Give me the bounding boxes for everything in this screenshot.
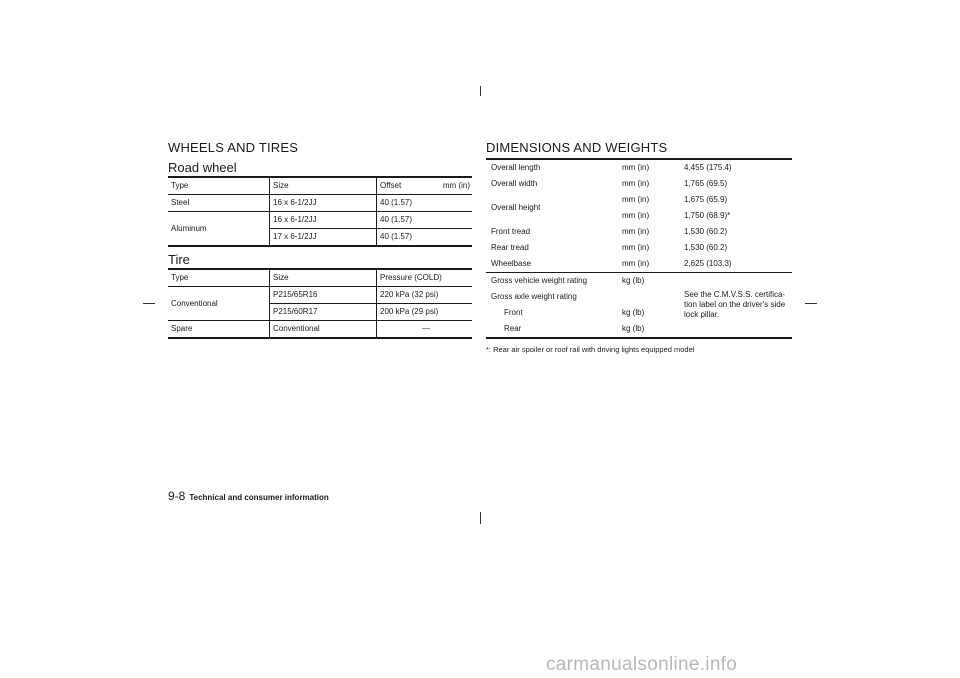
cell-size: Conventional bbox=[270, 321, 377, 338]
page-footer bbox=[168, 489, 329, 503]
dim-unit: mm (in) bbox=[622, 243, 650, 252]
header-offset-unit: mm (in) bbox=[442, 181, 470, 190]
cell-pressure: 200 kPa (29 psi) bbox=[377, 304, 473, 321]
road-wheel-bottom-rule bbox=[168, 245, 472, 247]
weight-label: Gross axle weight rating bbox=[491, 292, 577, 301]
weight-label: Front bbox=[504, 308, 523, 317]
weight-unit: kg (lb) bbox=[622, 324, 645, 333]
dim-unit: mm (in) bbox=[622, 259, 650, 268]
cell-offset: 40 (1.57) bbox=[377, 195, 473, 212]
cell-size: 17 x 6-1/2JJ bbox=[270, 229, 377, 246]
dim-value: 1,530 (60.2) bbox=[684, 243, 728, 252]
road-wheel-title: Road wheel bbox=[168, 160, 237, 175]
table-row bbox=[486, 240, 792, 256]
table-row bbox=[486, 192, 792, 208]
chapter-title: Technical and consumer information bbox=[189, 493, 329, 502]
dimensions-bottom-rule bbox=[486, 337, 792, 339]
cell-size: P215/65R16 bbox=[270, 287, 377, 304]
weight-unit-empty bbox=[622, 289, 684, 305]
cell-size: 16 x 6-1/2JJ bbox=[270, 212, 377, 229]
dim-label: Front tread bbox=[491, 227, 531, 236]
header-type: Type bbox=[168, 178, 270, 195]
table-row bbox=[486, 273, 792, 290]
cell-pressure: — bbox=[377, 321, 473, 338]
road-wheel-table bbox=[168, 178, 472, 245]
cell-type: Conventional bbox=[171, 298, 218, 308]
cell-type: Aluminum bbox=[168, 212, 270, 246]
table-row bbox=[486, 176, 792, 192]
table-row bbox=[168, 287, 472, 304]
dimensions-table bbox=[486, 160, 792, 337]
dim-value: 1,530 (60.2) bbox=[684, 227, 728, 236]
page-number: 9-8 bbox=[168, 489, 186, 503]
table-row bbox=[168, 212, 472, 229]
table-row bbox=[168, 321, 472, 338]
crop-mark-top bbox=[480, 86, 481, 96]
cell-type: Steel bbox=[171, 198, 190, 207]
weight-note: See the C.M.V.S.S. certifica-tion label on the driver's side lock pillar. bbox=[684, 273, 792, 338]
cell-pressure: 220 kPa (32 psi) bbox=[377, 287, 473, 304]
tire-header-row bbox=[168, 270, 472, 287]
dim-label: Wheelbase bbox=[491, 259, 532, 268]
dim-unit: mm (in) bbox=[622, 195, 650, 204]
dim-value: 2,625 (103.3) bbox=[684, 259, 732, 268]
dim-label: Overall width bbox=[491, 179, 538, 188]
dim-unit: mm (in) bbox=[622, 163, 650, 172]
table-row bbox=[486, 224, 792, 240]
dim-label: Overall length bbox=[491, 163, 541, 172]
section-title-dimensions: DIMENSIONS AND WEIGHTS bbox=[486, 140, 668, 155]
header-size: Size bbox=[270, 178, 377, 195]
tire-table bbox=[168, 270, 472, 337]
watermark: carmanualsonline.info bbox=[546, 654, 738, 675]
crop-mark-right bbox=[805, 303, 817, 304]
table-row bbox=[486, 256, 792, 273]
dim-unit: mm (in) bbox=[622, 179, 650, 188]
tire-title: Tire bbox=[168, 252, 190, 267]
table-row bbox=[168, 195, 472, 212]
footnote: *: Rear air spoiler or roof rail with driving lights equipped model bbox=[486, 345, 695, 354]
dim-label: Rear tread bbox=[491, 243, 529, 252]
crop-mark-left bbox=[143, 303, 155, 304]
weight-unit: kg (lb) bbox=[622, 308, 645, 317]
wheels-and-tires-section bbox=[168, 140, 472, 339]
dim-value: 1,750 (68.9)* bbox=[684, 211, 731, 220]
weight-unit: kg (lb) bbox=[622, 273, 684, 290]
cell-offset: 40 (1.57) bbox=[377, 229, 473, 246]
dimensions-and-weights-section bbox=[486, 140, 792, 354]
dim-unit: mm (in) bbox=[622, 211, 650, 220]
cell-offset: 40 (1.57) bbox=[377, 212, 473, 229]
header-size: Size bbox=[270, 270, 377, 287]
dim-value: 1,765 (69.5) bbox=[684, 179, 728, 188]
weight-label: Gross vehicle weight rating bbox=[486, 273, 622, 290]
cell-type: Spare bbox=[168, 321, 270, 338]
weight-label: Rear bbox=[504, 324, 522, 333]
header-offset bbox=[377, 178, 473, 195]
table-row bbox=[486, 160, 792, 176]
dim-value: 4,455 (175.4) bbox=[684, 163, 732, 172]
section-title-wheels: WHEELS AND TIRES bbox=[168, 140, 299, 155]
dim-unit: mm (in) bbox=[622, 227, 650, 236]
tire-bottom-rule bbox=[168, 337, 472, 339]
dim-label: Overall height bbox=[491, 203, 541, 212]
header-pressure: Pressure (COLD) bbox=[377, 270, 473, 287]
road-wheel-header-row bbox=[168, 178, 472, 195]
crop-mark-bottom bbox=[480, 512, 481, 524]
header-type: Type bbox=[168, 270, 270, 287]
dim-value: 1,675 (65.9) bbox=[684, 195, 728, 204]
header-offset-label: Offset bbox=[380, 181, 402, 190]
cell-size: 16 x 6-1/2JJ bbox=[270, 195, 377, 212]
cell-size: P215/60R17 bbox=[270, 304, 377, 321]
